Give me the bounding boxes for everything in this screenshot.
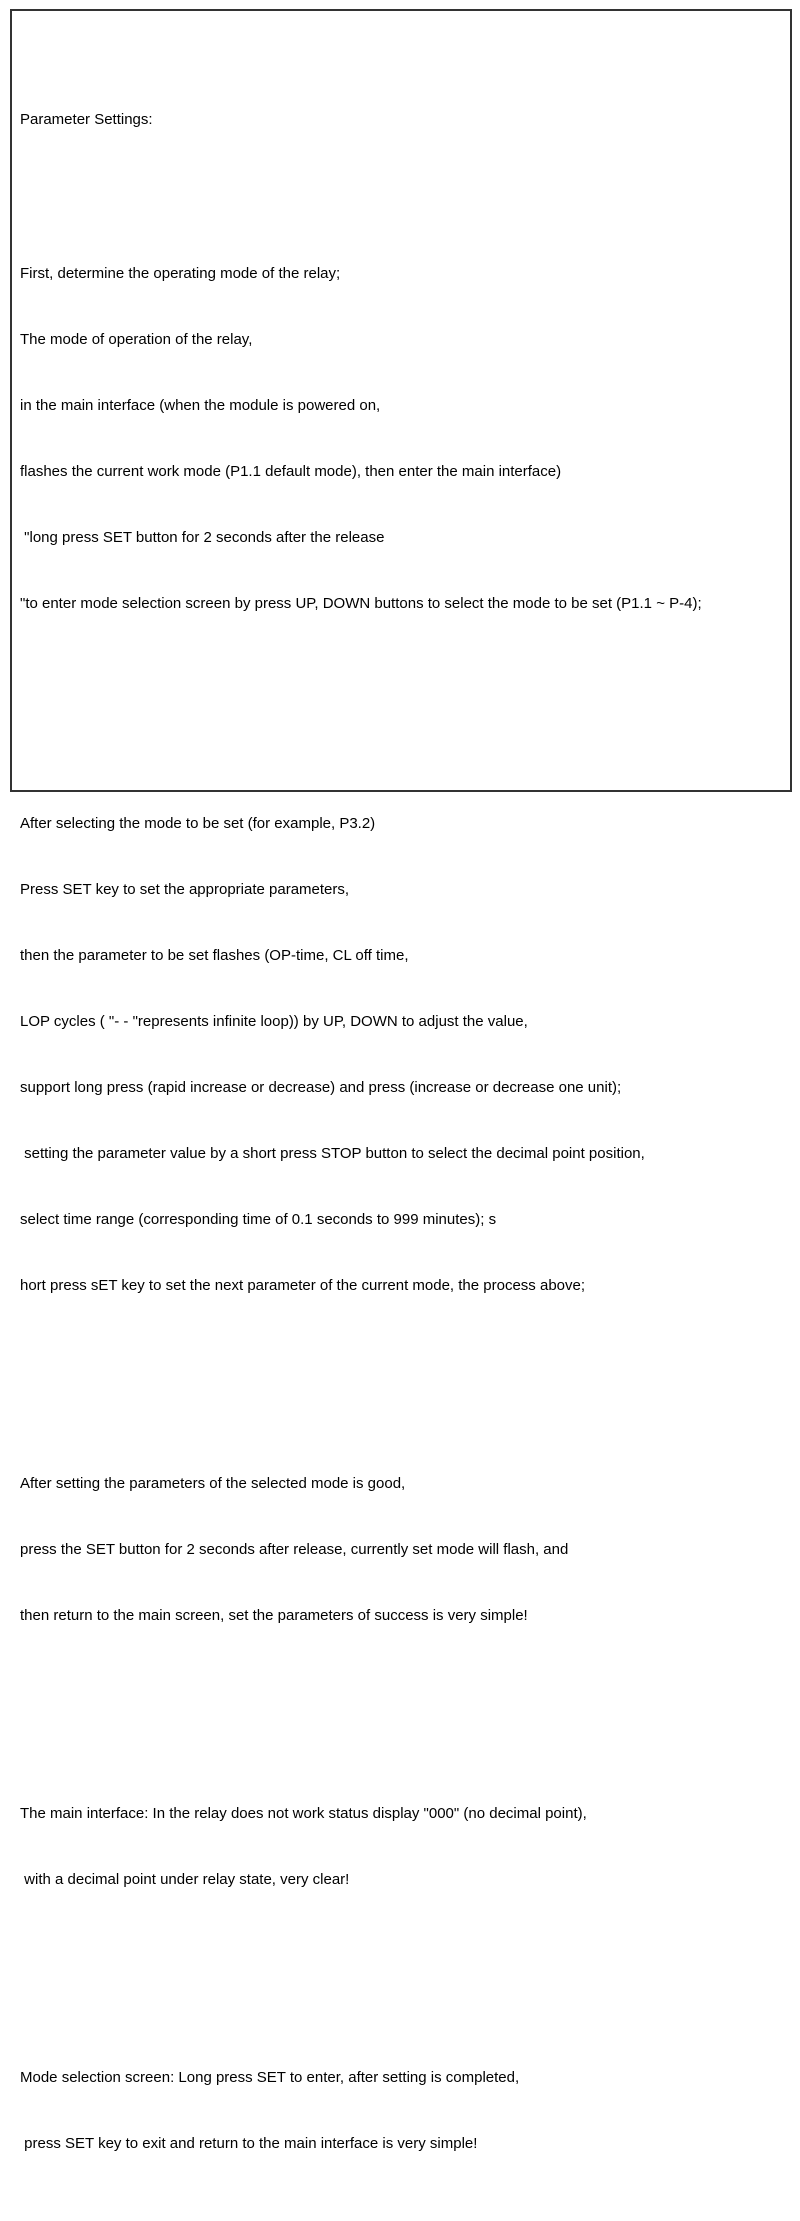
- text-line: press SET key to exit and return to the main interface is very simple!: [20, 2135, 478, 2152]
- paragraph-mode-selection: [20, 219, 790, 659]
- text-line: with a decimal point under relay state, very clear!: [20, 1871, 350, 1888]
- text-line: then the parameter to be set flashes (OP-time, CL off time,: [20, 947, 409, 964]
- text-line: "to enter mode selection screen by press UP, DOWN buttons to select the mode to be set (P1.1 ~ P-4);: [20, 595, 702, 612]
- paragraph-save-settings: [20, 1429, 790, 1671]
- text-line: After selecting the mode to be set (for example, P3.2): [20, 815, 376, 832]
- text-line: The main interface: In the relay does not work status display "000" (no decimal point),: [20, 1805, 587, 1822]
- text-line: flashes the current work mode (P1.1 default mode), then enter the main interface): [20, 463, 562, 480]
- text-line: support long press (rapid increase or decrease) and press (increase or decrease one unit);: [20, 1079, 622, 1096]
- text-line: LOP cycles ( "- - "represents infinite loop)) by UP, DOWN to adjust the value,: [20, 1013, 528, 1030]
- text-line: First, determine the operating mode of the relay;: [20, 265, 341, 282]
- paragraph-mode-screen: [20, 2023, 790, 2199]
- document-title: Parameter Settings:: [20, 111, 153, 128]
- text-line: The mode of operation of the relay,: [20, 331, 253, 348]
- text-line: then return to the main screen, set the parameters of success is very simple!: [20, 1607, 528, 1624]
- text-line: Mode selection screen: Long press SET to enter, after setting is completed,: [20, 2069, 520, 2086]
- text-line: press the SET button for 2 seconds after release, currently set mode will flash, and: [20, 1541, 569, 1558]
- text-line: "long press SET button for 2 seconds after the release: [20, 529, 385, 546]
- text-line: setting the parameter value by a short press STOP button to select the decimal point position,: [20, 1145, 645, 1162]
- document-body: [20, 65, 790, 2221]
- text-line: Press SET key to set the appropriate parameters,: [20, 881, 350, 898]
- text-line: in the main interface (when the module is powered on,: [20, 397, 381, 414]
- text-line: After setting the parameters of the selected mode is good,: [20, 1475, 406, 1492]
- paragraph-parameter-setting: [20, 769, 790, 1341]
- text-line: hort press sET key to set the next parameter of the current mode, the process above;: [20, 1277, 586, 1294]
- text-line: select time range (corresponding time of 0.1 seconds to 999 minutes); s: [20, 1211, 497, 1228]
- paragraph-main-interface: [20, 1759, 790, 1935]
